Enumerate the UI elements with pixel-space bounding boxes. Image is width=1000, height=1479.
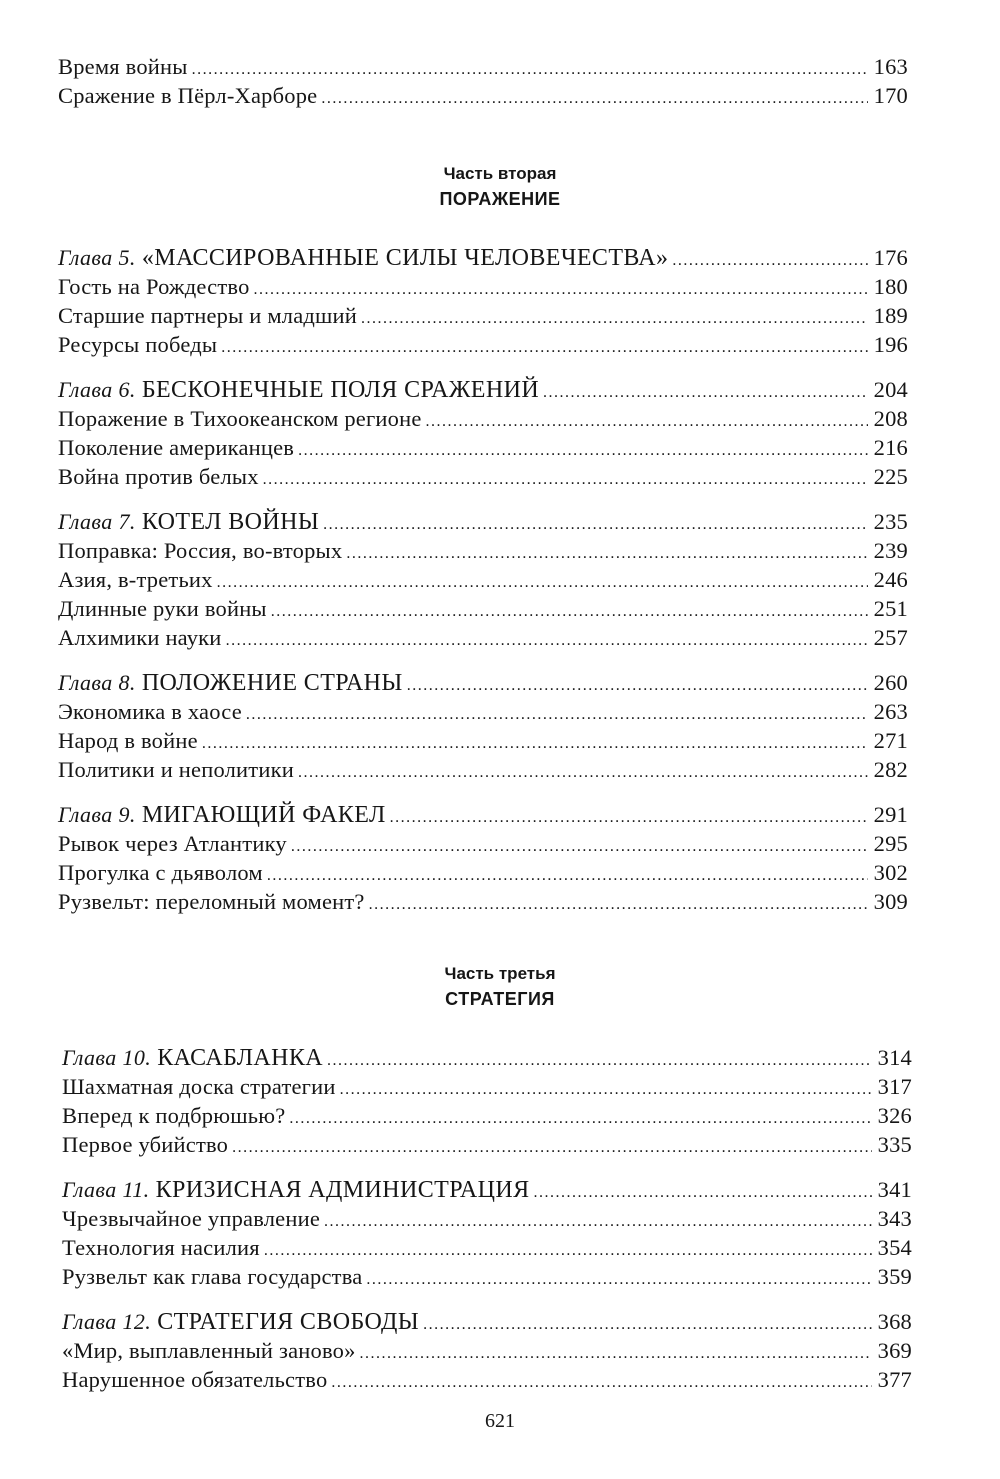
section-title: Народ в войне bbox=[58, 728, 198, 753]
chapter-entry bbox=[58, 668, 908, 697]
section-entry bbox=[62, 1072, 912, 1101]
chapter-block bbox=[58, 668, 908, 784]
chapter-prefix: Глава 8. bbox=[58, 670, 136, 695]
section-title: Война против белых bbox=[58, 464, 259, 489]
chapter-title: МИГАЮЩИЙ ФАКЕЛ bbox=[141, 802, 386, 828]
chapter-title: КАСАБЛАНКА bbox=[157, 1045, 323, 1071]
chapter-prefix: Глава 10. bbox=[62, 1045, 152, 1070]
section-page: 309 bbox=[873, 889, 908, 914]
dot-leader bbox=[298, 436, 868, 465]
section-title: Прогулка с дьяволом bbox=[58, 860, 263, 885]
section-title: Первое убийство bbox=[62, 1132, 229, 1157]
chapter-block bbox=[62, 1307, 912, 1394]
chapter-entry bbox=[58, 507, 908, 536]
section-entry bbox=[58, 462, 908, 491]
chapter-entry bbox=[58, 243, 908, 272]
section-page: 180 bbox=[873, 274, 908, 299]
dot-leader bbox=[321, 84, 868, 113]
chapter-block bbox=[58, 243, 908, 359]
dot-leader bbox=[327, 1046, 872, 1075]
dot-leader bbox=[366, 1265, 872, 1294]
dot-leader bbox=[672, 246, 868, 275]
chapter-page: 204 bbox=[873, 377, 908, 402]
dot-leader bbox=[192, 55, 868, 84]
section-page: 295 bbox=[873, 831, 908, 856]
section-page: 189 bbox=[873, 303, 908, 328]
chapter-prefix: Глава 5. bbox=[58, 245, 136, 270]
chapter-prefix: Глава 12. bbox=[62, 1309, 152, 1334]
section-page: 251 bbox=[873, 596, 908, 621]
section-page: 343 bbox=[877, 1206, 912, 1231]
chapter-entry bbox=[58, 800, 908, 829]
section-title: Вперед к подбрюшью? bbox=[62, 1103, 286, 1128]
dot-leader bbox=[217, 568, 868, 597]
section-entry bbox=[62, 1336, 912, 1365]
entry-title: Сражение в Пёрл-Харборе bbox=[58, 83, 318, 108]
section-page: 335 bbox=[877, 1132, 912, 1157]
section-entry bbox=[62, 1262, 912, 1291]
dot-leader bbox=[369, 890, 868, 919]
chapter-prefix: Глава 6. bbox=[58, 377, 136, 402]
part-name: ПОРАЖЕНИЕ bbox=[439, 189, 561, 209]
section-entry bbox=[62, 1365, 912, 1394]
section-page: 282 bbox=[873, 757, 908, 782]
toc-entry bbox=[58, 81, 908, 110]
chapter-block bbox=[58, 800, 908, 916]
chapter-page: 291 bbox=[873, 802, 908, 827]
part-two-toc bbox=[58, 243, 908, 932]
chapter-title: БЕСКОНЕЧНЫЕ ПОЛЯ СРАЖЕНИЙ bbox=[141, 377, 540, 403]
chapter-title: КОТЕЛ ВОЙНЫ bbox=[141, 509, 320, 535]
section-entry bbox=[58, 594, 908, 623]
dot-leader bbox=[331, 1368, 872, 1397]
part-two-heading bbox=[0, 162, 1000, 212]
section-title: Рузвельт как глава государства bbox=[62, 1264, 363, 1289]
dot-leader bbox=[323, 510, 868, 539]
dot-leader bbox=[390, 803, 868, 832]
chapter-entry bbox=[62, 1307, 912, 1336]
chapter-entry bbox=[62, 1043, 912, 1072]
chapter-prefix: Глава 9. bbox=[58, 802, 136, 827]
dot-leader bbox=[246, 700, 868, 729]
section-title: Гость на Рождество bbox=[58, 274, 250, 299]
section-entry bbox=[58, 536, 908, 565]
section-title: Шахматная доска стратегии bbox=[62, 1074, 336, 1099]
section-entry bbox=[62, 1130, 912, 1159]
section-title: Экономика в хаосе bbox=[58, 699, 242, 724]
section-entry bbox=[58, 404, 908, 433]
chapter-entry bbox=[58, 375, 908, 404]
chapter-page: 314 bbox=[877, 1045, 912, 1070]
chapter-page: 368 bbox=[877, 1309, 912, 1334]
section-entry bbox=[58, 755, 908, 784]
section-title: «Мир, выплавленный заново» bbox=[62, 1338, 356, 1363]
part-three-heading bbox=[0, 962, 1000, 1012]
section-page: 317 bbox=[877, 1074, 912, 1099]
dot-leader bbox=[226, 626, 868, 655]
section-title: Чрезвычайное управление bbox=[62, 1206, 321, 1231]
dot-leader bbox=[289, 1104, 872, 1133]
chapter-title: КРИЗИСНАЯ АДМИНИСТРАЦИЯ bbox=[155, 1177, 530, 1203]
dot-leader bbox=[407, 671, 868, 700]
dot-leader bbox=[263, 465, 868, 494]
chapter-entry bbox=[62, 1175, 912, 1204]
section-page: 208 bbox=[873, 406, 908, 431]
section-page: 246 bbox=[873, 567, 908, 592]
chapter-page: 235 bbox=[873, 509, 908, 534]
section-page: 257 bbox=[873, 625, 908, 650]
section-entry bbox=[62, 1204, 912, 1233]
dot-leader bbox=[423, 1310, 872, 1339]
dot-leader bbox=[543, 378, 868, 407]
section-title: Поражение в Тихоокеанском регионе bbox=[58, 406, 422, 431]
section-page: 225 bbox=[873, 464, 908, 489]
dot-leader bbox=[361, 304, 868, 333]
chapter-block bbox=[58, 375, 908, 491]
part-label: Часть третья bbox=[444, 964, 556, 983]
toc-entry bbox=[58, 52, 908, 81]
chapter-block bbox=[62, 1043, 912, 1159]
entry-page: 170 bbox=[873, 83, 908, 108]
dot-leader bbox=[426, 407, 868, 436]
section-entry bbox=[58, 858, 908, 887]
section-entry bbox=[58, 726, 908, 755]
dot-leader bbox=[202, 729, 868, 758]
section-entry bbox=[62, 1101, 912, 1130]
section-page: 239 bbox=[873, 538, 908, 563]
toc-top-entries bbox=[58, 52, 908, 110]
section-title: Технология насилия bbox=[62, 1235, 260, 1260]
section-entry bbox=[58, 829, 908, 858]
dot-leader bbox=[264, 1236, 872, 1265]
dot-leader bbox=[324, 1207, 872, 1236]
chapter-block bbox=[62, 1175, 912, 1291]
chapter-prefix: Глава 11. bbox=[62, 1177, 150, 1202]
chapter-prefix: Глава 7. bbox=[58, 509, 136, 534]
chapter-page: 260 bbox=[873, 670, 908, 695]
chapter-title: СТРАТЕГИЯ СВОБОДЫ bbox=[157, 1309, 420, 1335]
chapter-title: ПОЛОЖЕНИЕ СТРАНЫ bbox=[141, 670, 403, 696]
dot-leader bbox=[360, 1339, 872, 1368]
section-entry bbox=[58, 272, 908, 301]
section-entry bbox=[58, 301, 908, 330]
entry-page: 163 bbox=[873, 54, 908, 79]
section-title: Поколение американцев bbox=[58, 435, 295, 460]
dot-leader bbox=[298, 758, 868, 787]
section-title: Рузвельт: переломный момент? bbox=[58, 889, 365, 914]
part-name: СТРАТЕГИЯ bbox=[445, 989, 555, 1009]
chapter-block bbox=[58, 507, 908, 652]
dot-leader bbox=[291, 832, 868, 861]
section-title: Старшие партнеры и младший bbox=[58, 303, 358, 328]
dot-leader bbox=[271, 597, 868, 626]
chapter-title: «МАССИРОВАННЫЕ СИЛЫ ЧЕЛОВЕЧЕСТВА» bbox=[141, 245, 669, 271]
section-page: 369 bbox=[877, 1338, 912, 1363]
section-title: Рывок через Атлантику bbox=[58, 831, 287, 856]
section-entry bbox=[62, 1233, 912, 1262]
section-page: 302 bbox=[873, 860, 908, 885]
dot-leader bbox=[254, 275, 868, 304]
section-title: Нарушенное обязательство bbox=[62, 1367, 328, 1392]
section-entry bbox=[58, 565, 908, 594]
section-page: 377 bbox=[877, 1367, 912, 1392]
section-entry bbox=[58, 623, 908, 652]
section-page: 359 bbox=[877, 1264, 912, 1289]
section-title: Поправка: Россия, во-вторых bbox=[58, 538, 343, 563]
page-number: 621 bbox=[485, 1410, 515, 1432]
chapter-page: 176 bbox=[873, 245, 908, 270]
dot-leader bbox=[221, 333, 868, 362]
section-entry bbox=[58, 887, 908, 916]
dot-leader bbox=[232, 1133, 872, 1162]
section-entry bbox=[58, 330, 908, 359]
section-title: Политики и неполитики bbox=[58, 757, 294, 782]
section-page: 271 bbox=[873, 728, 908, 753]
part-three-toc bbox=[62, 1043, 912, 1410]
section-page: 326 bbox=[877, 1103, 912, 1128]
dot-leader bbox=[267, 861, 868, 890]
section-title: Алхимики науки bbox=[58, 625, 222, 650]
section-title: Ресурсы победы bbox=[58, 332, 218, 357]
section-page: 354 bbox=[877, 1235, 912, 1260]
section-page: 216 bbox=[873, 435, 908, 460]
section-entry bbox=[58, 697, 908, 726]
dot-leader bbox=[534, 1178, 873, 1207]
section-page: 263 bbox=[873, 699, 908, 724]
part-label: Часть вторая bbox=[443, 164, 557, 183]
dot-leader bbox=[340, 1075, 872, 1104]
section-entry bbox=[58, 433, 908, 462]
section-title: Длинные руки войны bbox=[58, 596, 267, 621]
chapter-page: 341 bbox=[877, 1177, 912, 1202]
section-title: Азия, в-третьих bbox=[58, 567, 213, 592]
section-page: 196 bbox=[873, 332, 908, 357]
dot-leader bbox=[346, 539, 868, 568]
entry-title: Время войны bbox=[58, 54, 188, 79]
